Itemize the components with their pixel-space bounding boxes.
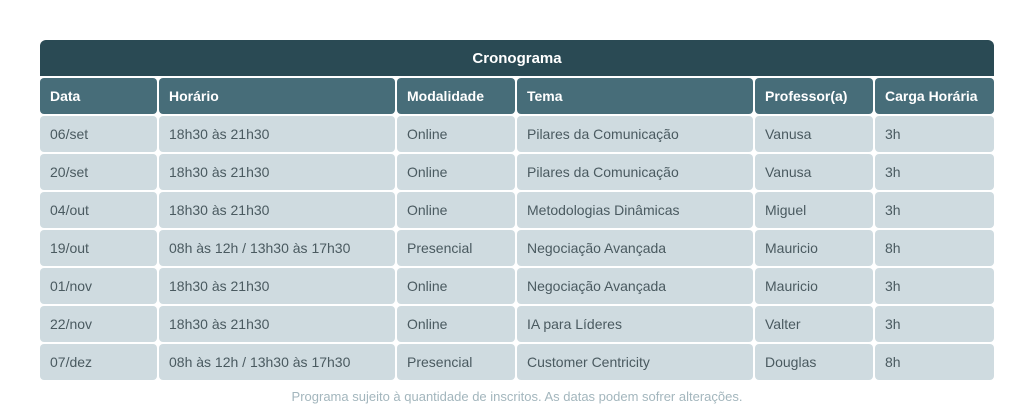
cell-tema: Pilares da Comunicação (517, 154, 753, 190)
cell-modalidade: Presencial (397, 230, 515, 266)
table-row (40, 306, 994, 342)
cell-modalidade: Online (397, 306, 515, 342)
cell-data: 20/set (40, 154, 157, 190)
cell-horario: 08h às 12h / 13h30 às 17h30 (159, 344, 395, 380)
cell-tema: Metodologias Dinâmicas (517, 192, 753, 228)
cell-tema: IA para Líderes (517, 306, 753, 342)
cell-modalidade: Online (397, 116, 515, 152)
table-row (40, 192, 994, 228)
cell-professor: Valter (755, 306, 873, 342)
table-row (40, 230, 994, 266)
cell-horario: 18h30 às 21h30 (159, 192, 395, 228)
cell-modalidade: Online (397, 268, 515, 304)
cell-horario: 18h30 às 21h30 (159, 154, 395, 190)
cell-carga-horaria: 8h (875, 344, 994, 380)
table-row (40, 116, 994, 152)
header-carga-horaria: Carga Horária (875, 78, 994, 114)
cell-data: 22/nov (40, 306, 157, 342)
cell-professor: Vanusa (755, 116, 873, 152)
cell-professor: Miguel (755, 192, 873, 228)
cell-tema: Negociação Avançada (517, 230, 753, 266)
cell-data: 19/out (40, 230, 157, 266)
cell-modalidade: Online (397, 154, 515, 190)
table-title: Cronograma (40, 40, 994, 76)
cell-data: 06/set (40, 116, 157, 152)
cell-data: 07/dez (40, 344, 157, 380)
schedule-table (40, 40, 994, 382)
cell-professor: Mauricio (755, 230, 873, 266)
cell-carga-horaria: 3h (875, 306, 994, 342)
cell-tema: Customer Centricity (517, 344, 753, 380)
cell-data: 01/nov (40, 268, 157, 304)
cell-carga-horaria: 3h (875, 192, 994, 228)
cell-horario: 18h30 às 21h30 (159, 268, 395, 304)
cell-modalidade: Presencial (397, 344, 515, 380)
cell-professor: Vanusa (755, 154, 873, 190)
cell-professor: Douglas (755, 344, 873, 380)
table-header-row (40, 78, 994, 114)
cell-carga-horaria: 3h (875, 268, 994, 304)
header-professor: Professor(a) (755, 78, 873, 114)
header-horario: Horário (159, 78, 395, 114)
table-row (40, 344, 994, 380)
cell-professor: Mauricio (755, 268, 873, 304)
footnote: Programa sujeito à quantidade de inscritos. As datas podem sofrer alterações. (291, 389, 743, 404)
cell-tema: Pilares da Comunicação (517, 116, 753, 152)
cell-tema: Negociação Avançada (517, 268, 753, 304)
cell-carga-horaria: 8h (875, 230, 994, 266)
table-grid (40, 78, 994, 380)
cell-horario: 18h30 às 21h30 (159, 116, 395, 152)
header-data: Data (40, 78, 157, 114)
table-row (40, 154, 994, 190)
cell-carga-horaria: 3h (875, 116, 994, 152)
table-row (40, 268, 994, 304)
cell-modalidade: Online (397, 192, 515, 228)
header-tema: Tema (517, 78, 753, 114)
cell-data: 04/out (40, 192, 157, 228)
cell-carga-horaria: 3h (875, 154, 994, 190)
cell-horario: 18h30 às 21h30 (159, 306, 395, 342)
cell-horario: 08h às 12h / 13h30 às 17h30 (159, 230, 395, 266)
header-modalidade: Modalidade (397, 78, 515, 114)
